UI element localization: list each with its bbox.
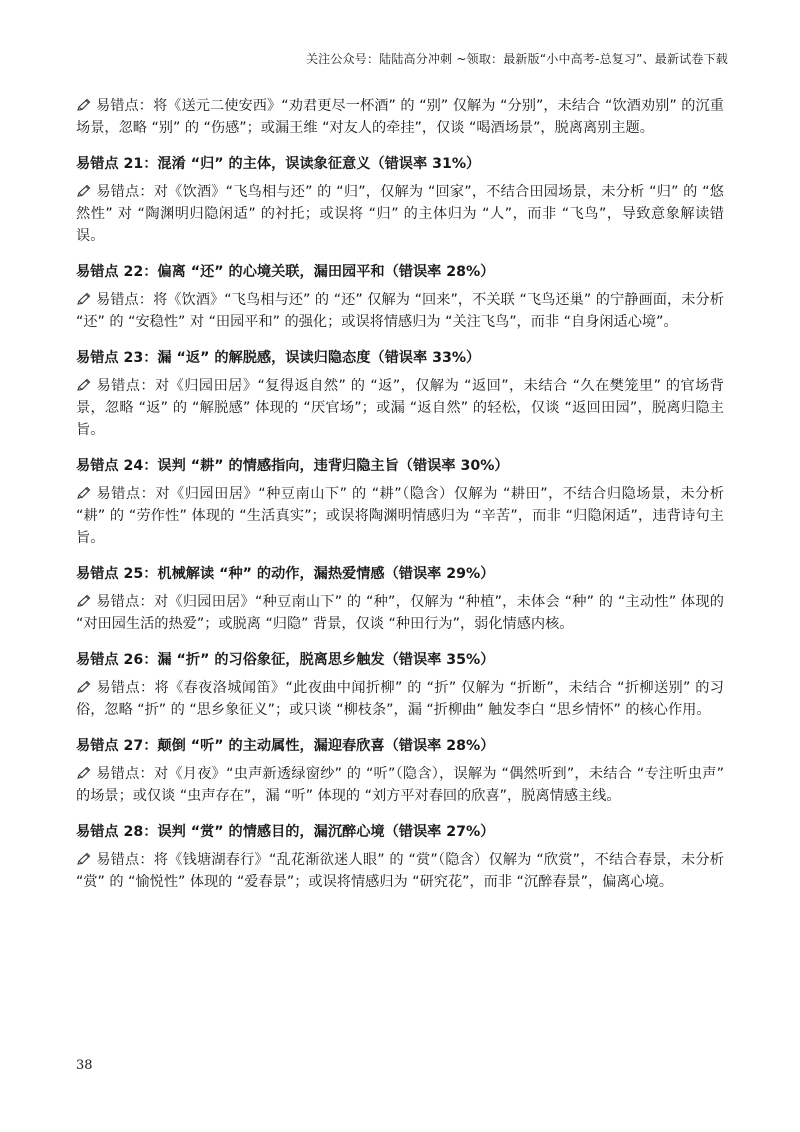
pencil-icon — [76, 680, 92, 694]
error-text: 将《饮酒》“飞鸟相与还” 的 “还” 仅解为 “回来”，不关联 “飞鸟还巢” 的宁静画面，未分析 “还” 的 “安稳性” 对 “田园平和” 的强化；或误将情感归为 “关注飞鸟”，而非 “自身闲适心境”。 — [76, 292, 724, 330]
error-heading: 易错点 28：误判 “赏” 的情感目的，漏沉醉心境（错误率 27%） — [76, 824, 495, 840]
error-text: 对《归园田居》“种豆南山下” 的 “耕”（隐含）仅解为 “耕田”，不结合归隐场景，未分析 “耕” 的 “劳作性” 体现的 “生活真实”；或误将陶渊明情感归为 “辛苦”，而非 “归隐闲适”，违背诗句主旨。 — [76, 486, 724, 546]
error-text: 将《钱塘湖春行》“乱花渐欲迷人眼” 的 “赏”（隐含）仅解为 “欣赏”，不结合春景，未分析 “赏” 的 “愉悦性” 体现的 “爱春景”；或误将情感归为 “研究花”，而非 “沉醉春景”，偏离心境。 — [76, 852, 724, 890]
error-paragraph — [76, 289, 724, 333]
error-text: 将《送元二使安西》“劝君更尽一杯酒” 的 “别” 仅解为 “分别”，未结合 “饮酒劝别” 的沉重场景，忽略 “别” 的 “伤感”；或漏王维 “对友人的牵挂”，仅谈 “喝酒场景”，脱离离别主题。 — [76, 98, 724, 136]
error-heading: 易错点 23：漏 “返” 的解脱感，误读归隐态度（错误率 33%） — [76, 350, 481, 366]
pencil-icon — [76, 184, 92, 198]
error-item — [76, 455, 724, 549]
pencil-icon — [76, 378, 92, 392]
pencil-icon — [76, 852, 92, 866]
intro-item — [76, 95, 724, 139]
error-item — [76, 153, 724, 247]
error-item — [76, 735, 724, 807]
error-item — [76, 261, 724, 333]
error-label: 易错点： — [96, 292, 154, 308]
error-label: 易错点： — [96, 852, 154, 868]
error-heading: 易错点 27：颠倒 “听” 的主动属性，漏迎春欣喜（错误率 28%） — [76, 738, 495, 754]
error-text: 将《春夜洛城闻笛》“此夜曲中闻折柳” 的 “折” 仅解为 “折断”，未结合 “折柳送别” 的习俗，忽略 “折” 的 “思乡象征义”；或只谈 “柳枝条”，漏 “折柳曲” 触发李白 “思乡情怀” 的核心作用。 — [76, 680, 724, 718]
error-text: 对《月夜》“虫声新透绿窗纱” 的 “听”（隐含），误解为 “偶然听到”，未结合 “专注听虫声” 的场景；或仅谈 “虫声存在”，漏 “听” 体现的 “刘方平对春回的欣喜”，脱离情感主线。 — [76, 766, 724, 804]
pencil-icon — [76, 98, 92, 112]
error-paragraph — [76, 849, 724, 893]
pencil-icon — [76, 292, 92, 306]
document-body — [76, 95, 724, 907]
error-paragraph — [76, 763, 724, 807]
error-paragraph — [76, 483, 724, 549]
error-label: 易错点： — [96, 594, 154, 610]
error-text: 对《饮酒》“飞鸟相与还” 的 “归”，仅解为 “回家”，不结合田园场景，未分析 “归” 的 “悠然性” 对 “陶渊明归隐闲适” 的衬托；或误将 “归” 的主体归为 “人”，而非 “飞鸟”，导致意象解读错误。 — [76, 184, 724, 244]
pencil-icon — [76, 766, 92, 780]
error-item — [76, 649, 724, 721]
error-label: 易错点： — [96, 98, 154, 114]
error-label: 易错点： — [96, 486, 156, 502]
error-paragraph — [76, 677, 724, 721]
pencil-icon — [76, 486, 92, 500]
error-heading: 易错点 24：误判 “耕” 的情感指向，违背归隐主旨（错误率 30%） — [76, 458, 509, 474]
error-text: 对《归园田居》“复得返自然” 的 “返”，仅解为 “返回”，未结合 “久在樊笼里” 的官场背景，忽略 “返” 的 “解脱感” 体现的 “厌官场”；或漏 “返自然” 的轻松，仅谈 “返回田园”，脱离归隐主旨。 — [76, 378, 724, 438]
error-label: 易错点： — [96, 184, 154, 200]
error-list — [76, 153, 724, 893]
error-heading: 易错点 22：偏离 “还” 的心境关联，漏田园平和（错误率 28%） — [76, 264, 495, 280]
error-heading: 易错点 26：漏 “折” 的习俗象征，脱离思乡触发（错误率 35%） — [76, 652, 495, 668]
error-label: 易错点： — [96, 378, 156, 394]
intro-paragraph — [76, 95, 724, 139]
error-item — [76, 347, 724, 441]
error-paragraph — [76, 181, 724, 247]
error-text: 对《归园田居》“种豆南山下” 的 “种”，仅解为 “种植”，未体会 “种” 的 “主动性” 体现的 “对田园生活的热爱”；或脱离 “归隐” 背景，仅谈 “种田行为”，弱化情感内核。 — [76, 594, 724, 632]
error-paragraph — [76, 591, 724, 635]
error-item — [76, 563, 724, 635]
error-item — [76, 821, 724, 893]
page-header: 关注公众号：陆陆高分冲刺 ~领取：最新版“小中高考-总复习”、最新试卷下载 — [305, 52, 728, 66]
error-label: 易错点： — [96, 680, 155, 696]
pencil-icon — [76, 594, 92, 608]
error-label: 易错点： — [96, 766, 154, 782]
error-paragraph — [76, 375, 724, 441]
error-heading: 易错点 25：机械解读 “种” 的动作，漏热爱情感（错误率 29%） — [76, 566, 495, 582]
page-number: 38 — [76, 1058, 93, 1073]
error-heading: 易错点 21：混淆 “归” 的主体，误读象征意义（错误率 31%） — [76, 156, 481, 172]
